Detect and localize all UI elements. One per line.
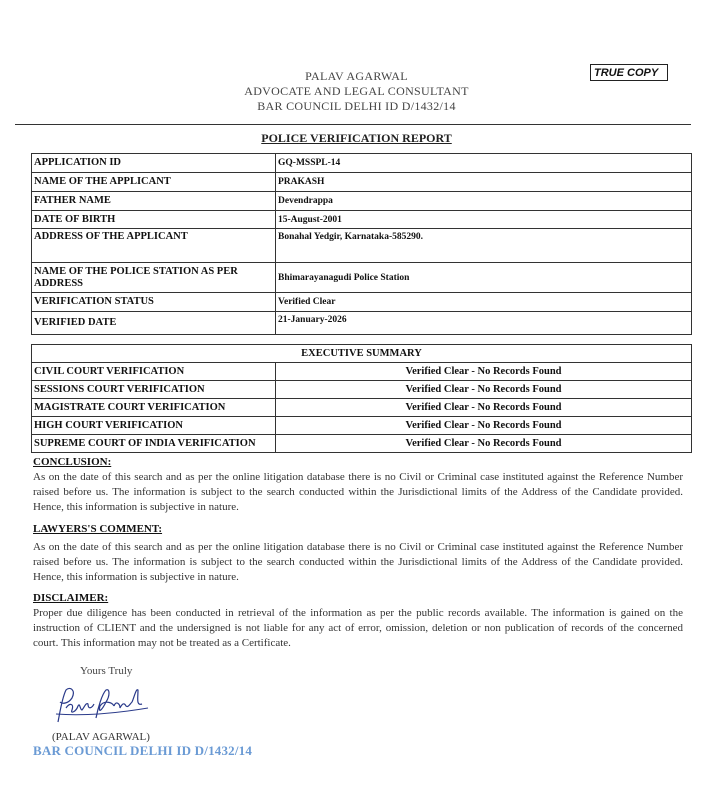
advocate-name: PALAV AGARWAL <box>305 69 408 83</box>
summary-label: SUPREME COURT OF INDIA VERIFICATION <box>32 435 276 453</box>
table-row <box>32 363 692 381</box>
lawyers-comment-heading: LAWYERS'S COMMENT: <box>33 523 163 535</box>
table-row <box>32 229 692 263</box>
table-row <box>32 192 692 211</box>
disclaimer-text: Proper due diligence has been conducted in retrieval of the information as per the public records available. The information is gained on the instruction of CLIENT and the undersigned is not liable for any act of error, omission, deletion or non publication of records of the concerned court. This information may not be treated as a Certificate. <box>33 607 683 649</box>
table-row <box>32 263 692 293</box>
disclaimer-heading: DISCLAIMER: <box>33 592 109 604</box>
detail-label: NAME OF THE APPLICANT <box>32 173 276 192</box>
executive-summary-table <box>31 344 692 453</box>
signatory-name: (PALAV AGARWAL) <box>52 731 150 743</box>
true-copy-stamp: TRUE COPY <box>590 64 668 81</box>
summary-label: SESSIONS COURT VERIFICATION <box>32 381 276 399</box>
summary-value: Verified Clear - No Records Found <box>276 363 692 381</box>
detail-value: PRAKASH <box>276 173 692 192</box>
table-row <box>32 154 692 173</box>
summary-value: Verified Clear - No Records Found <box>276 381 692 399</box>
table-row <box>32 435 692 453</box>
detail-value: Bonahal Yedgir, Karnataka-585290. <box>276 229 692 263</box>
table-row <box>32 293 692 312</box>
detail-value: Verified Clear <box>276 293 692 312</box>
table-row <box>32 399 692 417</box>
table-row <box>32 381 692 399</box>
report-title: POLICE VERIFICATION REPORT <box>261 131 452 145</box>
summary-label: MAGISTRATE COURT VERIFICATION <box>32 399 276 417</box>
table-row <box>32 312 692 335</box>
detail-value: Bhimarayanagudi Police Station <box>276 263 692 293</box>
detail-value: GQ-MSSPL-14 <box>276 154 692 173</box>
signatory-bar-council-id: BAR COUNCIL DELHI ID D/1432/14 <box>33 743 253 758</box>
detail-value: Devendrappa <box>276 192 692 211</box>
lawyers-comment-text: As on the date of this search and as per the online litigation database there is no Civil or Criminal case instituted against the Reference Number raised before us. The information is subject to the search conducted within the Jurisdictional limits of the Address of the Candidate provided. Hence, this information is subjective in nature. <box>33 541 683 583</box>
conclusion-heading: CONCLUSION: <box>33 456 112 468</box>
detail-label: FATHER NAME <box>32 192 276 211</box>
table-row <box>32 211 692 229</box>
detail-label: ADDRESS OF THE APPLICANT <box>32 229 276 263</box>
summary-title: EXECUTIVE SUMMARY <box>32 345 692 363</box>
applicant-details-table <box>31 153 692 335</box>
closing-text: Yours Truly <box>80 665 133 677</box>
detail-value: 21-January-2026 <box>276 312 692 335</box>
detail-label: APPLICATION ID <box>32 154 276 173</box>
detail-label: DATE OF BIRTH <box>32 211 276 229</box>
header-divider <box>15 124 691 125</box>
handwritten-signature <box>52 684 152 733</box>
detail-label: NAME OF THE POLICE STATION AS PER ADDRESS <box>32 263 276 293</box>
table-row <box>32 417 692 435</box>
summary-label: HIGH COURT VERIFICATION <box>32 417 276 435</box>
summary-value: Verified Clear - No Records Found <box>276 435 692 453</box>
detail-label: VERIFIED DATE <box>32 312 276 335</box>
summary-label: CIVIL COURT VERIFICATION <box>32 363 276 381</box>
conclusion-text: As on the date of this search and as per the online litigation database there is no Civil or Criminal case instituted against the Reference Number raised before us. The information is subject to the search conducted within the Jurisdictional limits of the Address of the Candidate provided. Hence, this information is subjective in nature. <box>33 471 683 513</box>
advocate-bar-council-id: BAR COUNCIL DELHI ID D/1432/14 <box>257 99 456 113</box>
detail-value: 15-August-2001 <box>276 211 692 229</box>
detail-label: VERIFICATION STATUS <box>32 293 276 312</box>
table-row <box>32 345 692 363</box>
table-row <box>32 173 692 192</box>
advocate-designation: ADVOCATE AND LEGAL CONSULTANT <box>244 84 469 98</box>
summary-value: Verified Clear - No Records Found <box>276 417 692 435</box>
summary-value: Verified Clear - No Records Found <box>276 399 692 417</box>
